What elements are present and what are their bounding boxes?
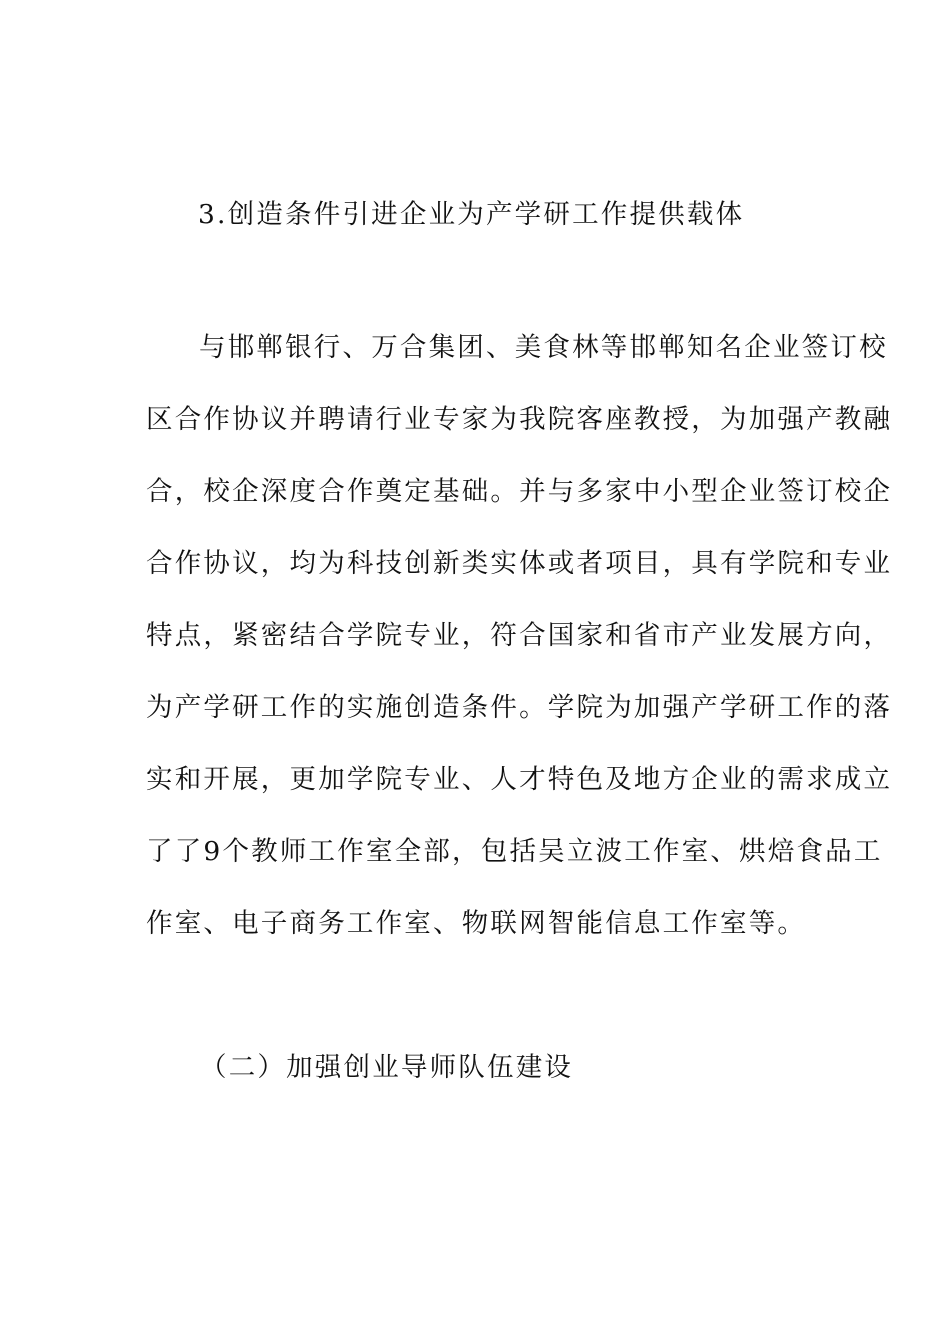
section-heading: 3.创造条件引进企业为产学研工作提供载体 [198, 199, 745, 230]
paragraph-line: 与邯郸银行、万合集团、美食林等邯郸知名企业签订校 [199, 332, 888, 363]
paragraph-line: 合作协议，均为科技创新类实体或者项目，具有学院和专业 [146, 548, 893, 579]
paragraph-line: 实和开展，更加学院专业、人才特色及地方企业的需求成立 [146, 764, 893, 795]
paragraph-line: 为产学研工作的实施创造条件。学院为加强产学研工作的落 [146, 692, 893, 723]
paragraph-line: 特点，紧密结合学院专业，符合国家和省市产业发展方向， [146, 620, 893, 651]
paragraph-line: 合，校企深度合作奠定基础。并与多家中小型企业签订校企 [146, 476, 893, 507]
paragraph-line: 了了9个教师工作室全部，包括吴立波工作室、烘焙食品工 [146, 836, 883, 867]
paragraph-line: 区合作协议并聘请行业专家为我院客座教授，为加强产教融 [146, 404, 893, 435]
section-subheading: （二）加强创业导师队伍建设 [200, 1052, 574, 1083]
paragraph-line: 作室、电子商务工作室、物联网智能信息工作室等。 [146, 908, 807, 939]
